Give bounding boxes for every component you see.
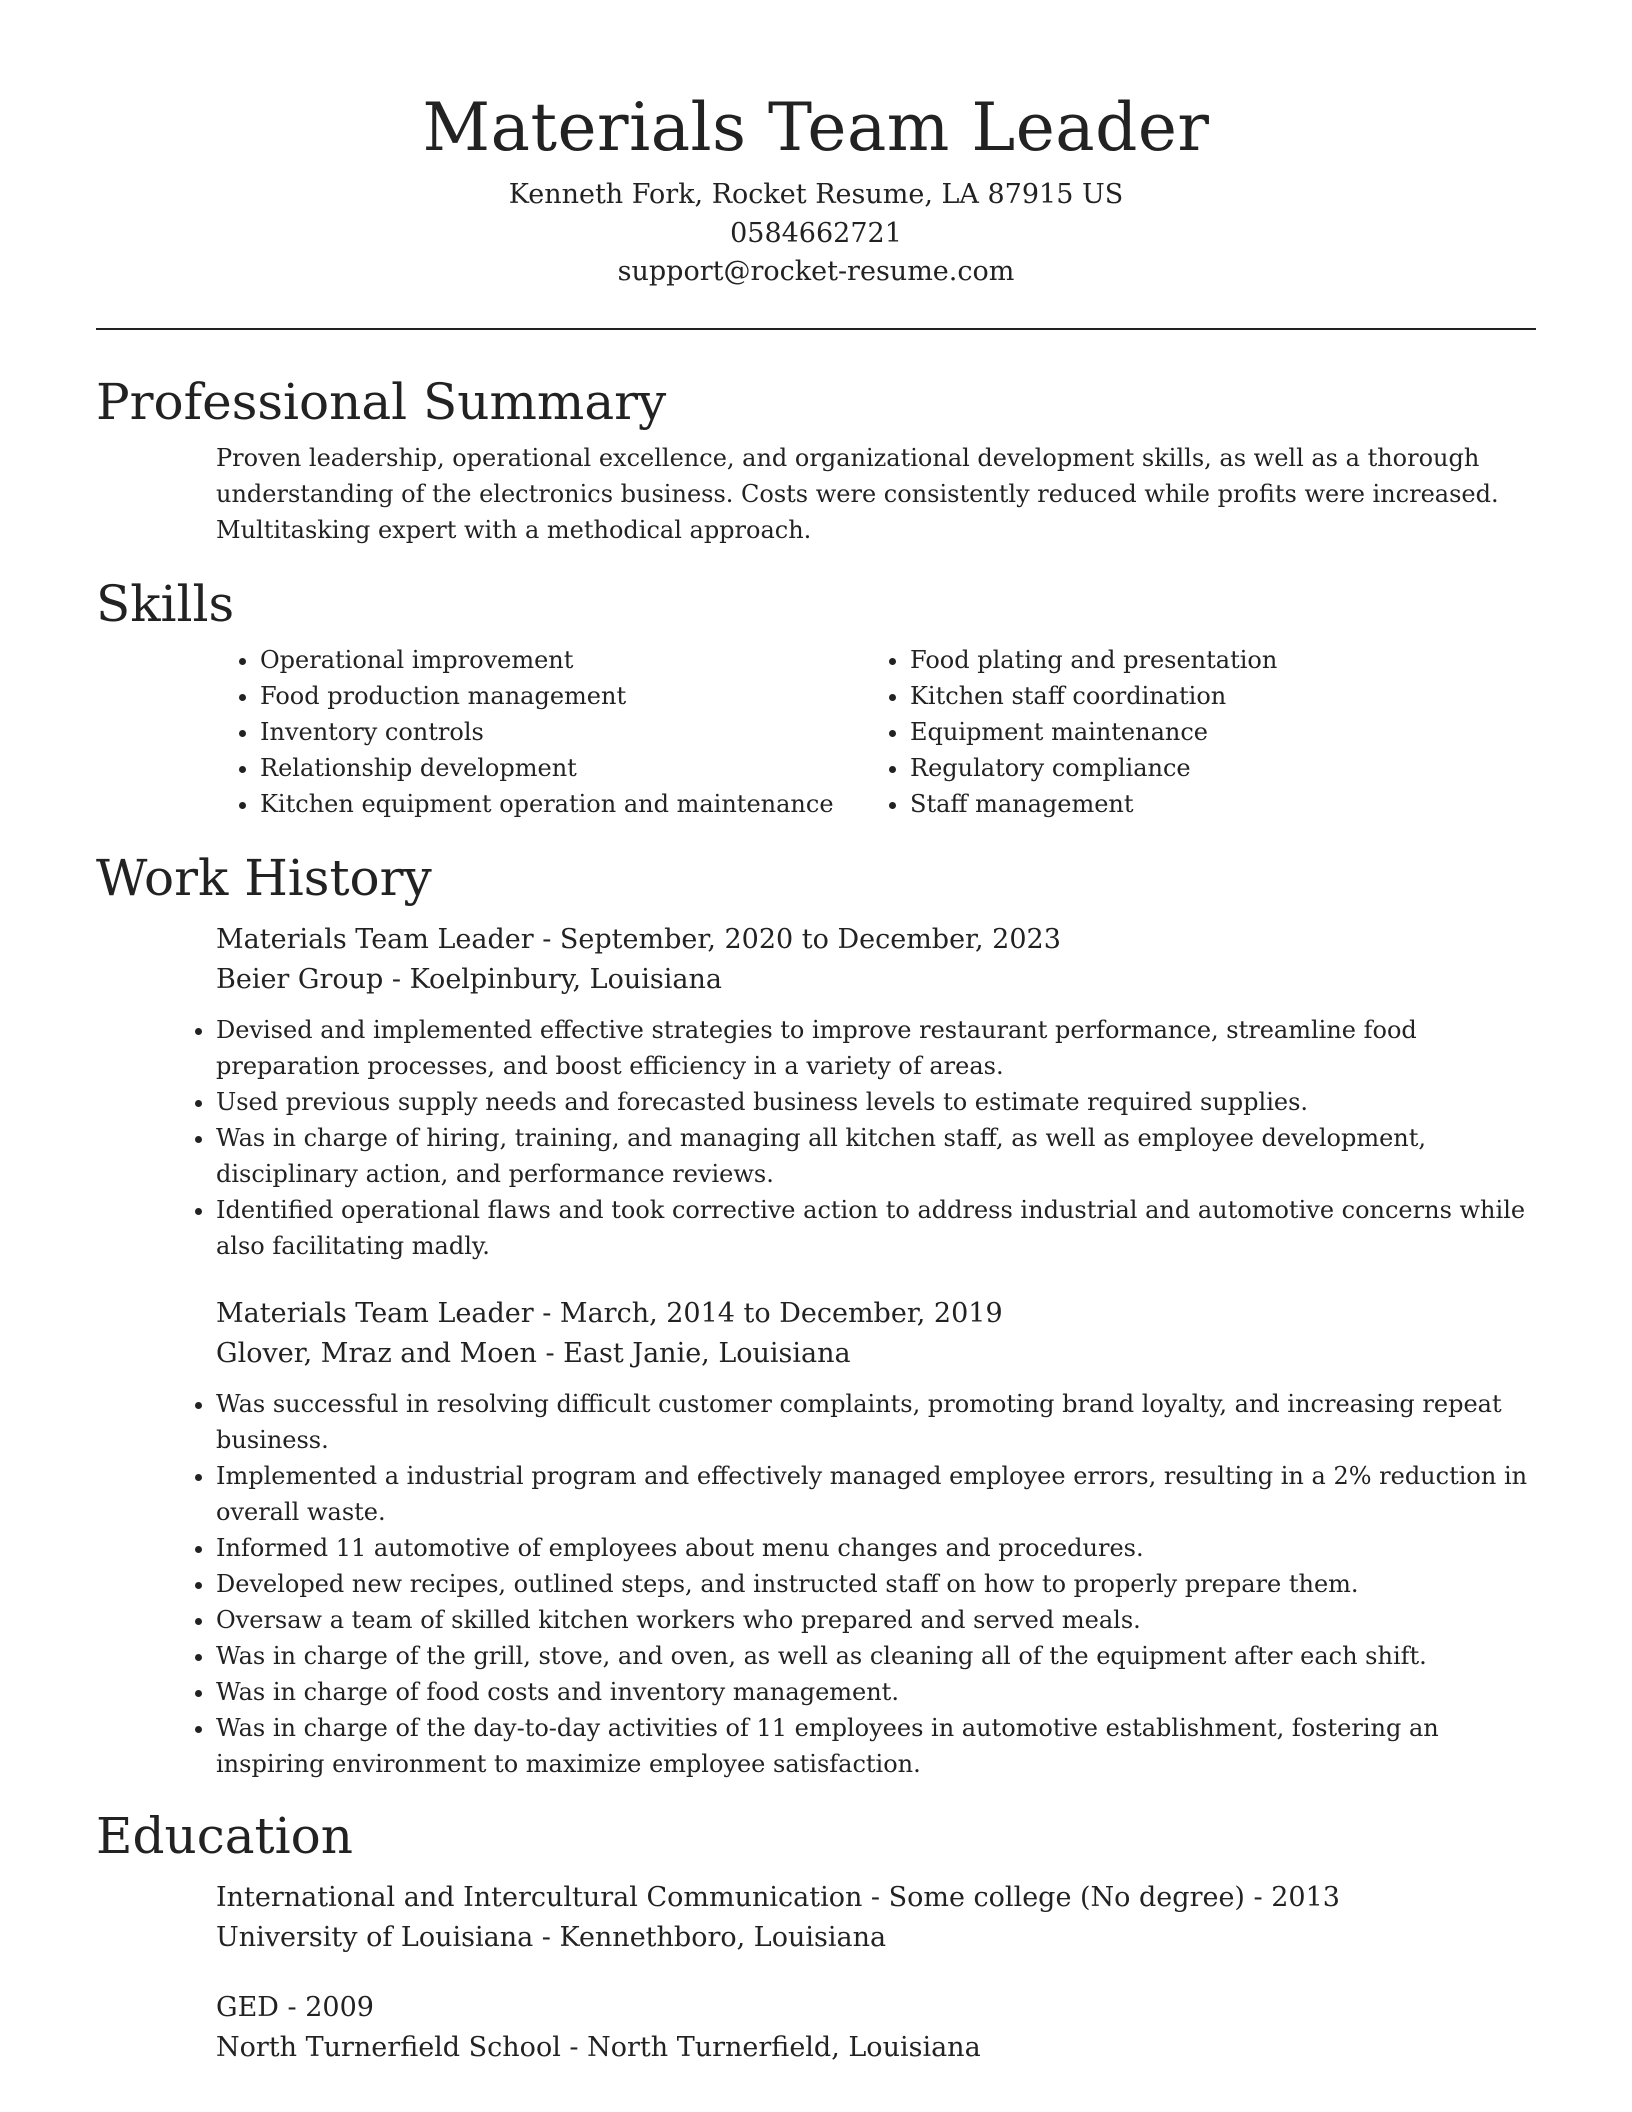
summary-text: Proven leadership, operational excellence, and organizational development skills, as well as a thorough understanding of the electronics business. Costs were consistently reduced while profits were increased. Multitasking expert with a methodical approach. [216,443,1499,544]
skill-item: • Kitchen staff coordination [910,678,1516,714]
skill-item: • Inventory controls [260,714,866,750]
job-bullet: • Developed new recipes, outlined steps, and instructed staff on how to properly prepare them. [216,1566,1536,1602]
skills-column-right [866,642,1516,822]
job-entry [216,1294,1536,1374]
skill-item: • Regulatory compliance [910,750,1516,786]
job-bullets [172,1386,1536,1782]
summary-heading: Professional Summary [96,372,667,431]
contact-phone: 0584662721 [730,217,902,249]
skill-item: • Relationship development [260,750,866,786]
job-bullet: • Implemented a industrial program and effectively managed employee errors, resulting in a 2% reduction in overall waste. [216,1458,1536,1530]
job-bullet: • Oversaw a team of skilled kitchen workers who prepared and served meals. [216,1602,1536,1638]
skills-column-left [216,642,866,822]
job-company-line: Beier Group - Koelpinbury, Louisiana [216,963,722,995]
resume-page [96,0,1536,2068]
job-bullet: • Used previous supply needs and forecasted business levels to estimate required supplies. [216,1084,1536,1120]
education-title-line: International and Intercultural Communication - Some college (No degree) - 2013 [216,1881,1340,1913]
job-bullet: • Devised and implemented effective strategies to improve restaurant performance, streamline food preparation processes, and boost efficiency in a variety of areas. [216,1012,1536,1084]
job-bullet: • Was in charge of the day-to-day activities of 11 employees in automotive establishment, fostering an inspiring environment to maximize employee satisfaction. [216,1710,1536,1782]
job-bullet: • Informed 11 automotive of employees about menu changes and procedures. [216,1530,1536,1566]
work-history-heading: Work History [96,848,432,907]
job-bullet: • Was successful in resolving difficult customer complaints, promoting brand loyalty, and increasing repeat business. [216,1386,1536,1458]
job-bullets [172,1012,1536,1264]
job-title-line: Materials Team Leader - March, 2014 to December, 2019 [216,1297,1003,1329]
contact-block [96,176,1536,292]
job-bullet: • Was in charge of hiring, training, and managing all kitchen staff, as well as employee development, disciplinary action, and performance reviews. [216,1120,1536,1192]
job-entry [216,920,1536,1000]
contact-email: support@rocket-resume.com [617,256,1015,287]
job-title-line: Materials Team Leader - September, 2020 to December, 2023 [216,923,1061,955]
job-bullet: • Was in charge of the grill, stove, and oven, as well as cleaning all of the equipment after each shift. [216,1638,1536,1674]
resume-title: Materials Team Leader [422,89,1210,166]
job-bullet: • Was in charge of food costs and inventory management. [216,1674,1536,1710]
education-entry [216,1988,1536,2068]
education-school-line: University of Louisiana - Kennethboro, Louisiana [216,1921,887,1953]
skill-item: • Food plating and presentation [910,642,1516,678]
skills-heading: Skills [96,574,235,633]
education-title-line: GED - 2009 [216,1991,374,2023]
skill-item: • Operational improvement [260,642,866,678]
header-divider [96,328,1536,330]
job-bullet: • Identified operational flaws and took corrective action to address industrial and automotive concerns while also facilitating madly. [216,1192,1536,1264]
education-heading: Education [96,1806,353,1865]
skill-item: • Kitchen equipment operation and maintenance [260,786,866,822]
skills-list [216,642,1536,822]
skill-item: • Equipment maintenance [910,714,1516,750]
job-company-line: Glover, Mraz and Moen - East Janie, Louisiana [216,1337,851,1369]
education-entry [216,1878,1536,1958]
skill-item: • Staff management [910,786,1516,822]
skill-item: • Food production management [260,678,866,714]
education-school-line: North Turnerfield School - North Turnerfield, Louisiana [216,2031,981,2063]
contact-address: Kenneth Fork, Rocket Resume, LA 87915 US [508,179,1124,210]
